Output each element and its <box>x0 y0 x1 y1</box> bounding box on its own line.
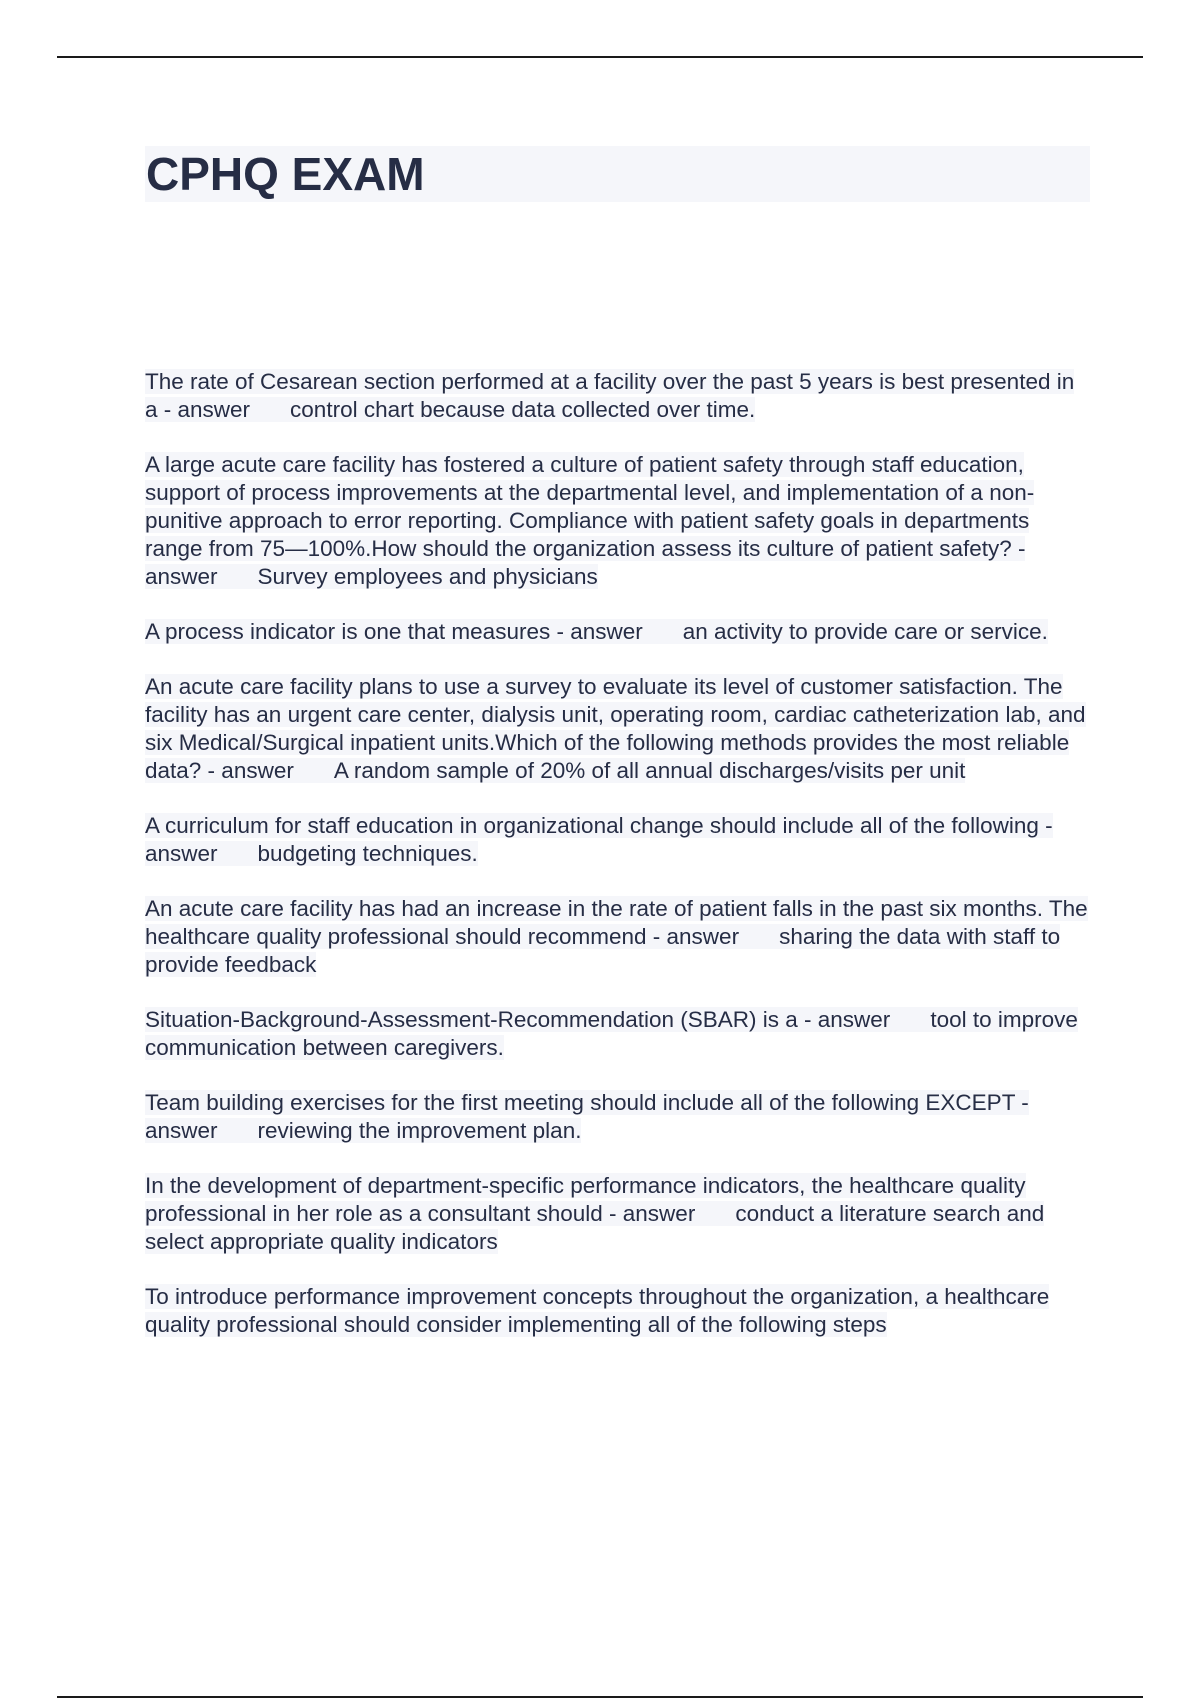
qa-entry <box>145 618 1090 646</box>
answer-text: Survey employees and physicians <box>257 564 598 589</box>
question-text: The rate of Cesarean section performed at a facility over the past 5 years is best presented in a - answer <box>145 369 1075 422</box>
question-text: A curriculum for staff education in organizational change should include all of the following - answer <box>145 813 1053 866</box>
header-rule <box>57 56 1143 58</box>
qa-entry <box>145 368 1090 424</box>
qa-entry <box>145 895 1090 979</box>
question-text: Situation-Background-Assessment-Recommendation (SBAR) is a - answer <box>145 1007 891 1032</box>
question-text: An acute care facility plans to use a survey to evaluate its level of customer satisfaction. The facility has an urgent care center, dialysis unit, operating room, cardiac catheterization lab, and six Medical/Surgical inpatient units.Which of the following methods provides the most reliable data? - answer <box>145 674 1086 783</box>
question-text: Team building exercises for the first meeting should include all of the following EXCEPT - answer <box>145 1090 1029 1143</box>
question-text: An acute care facility has had an increase in the rate of patient falls in the past six months. The healthcare quality professional should recommend - answer <box>145 896 1088 949</box>
question-text: In the development of department-specific performance indicators, the healthcare quality professional in her role as a consultant should - answer <box>145 1173 1026 1226</box>
page-title: CPHQ EXAM <box>146 148 425 200</box>
qa-entry <box>145 812 1090 868</box>
question-text: A process indicator is one that measures - answer <box>145 619 643 644</box>
footer-rule <box>57 1696 1143 1698</box>
qa-entry <box>145 451 1090 591</box>
answer-text: A random sample of 20% of all annual discharges/visits per unit <box>333 758 966 783</box>
qa-list <box>145 368 1090 1366</box>
qa-entry <box>145 1006 1090 1062</box>
answer-text: sharing the data with staff to provide feedback <box>145 924 1061 977</box>
answer-text: reviewing the improvement plan. <box>257 1118 582 1143</box>
question-text: A large acute care facility has fostered a culture of patient safety through staff education, support of process improvements at the departmental level, and implementation of a non-punitive approach to error reporting. Compliance with patient safety goals in departments range from 75—100%.How should the organization assess its culture of patient safety? - answer <box>145 452 1035 589</box>
answer-text: tool to improve communication between caregivers. <box>145 1007 1078 1060</box>
answer-text: control chart because data collected over time. <box>290 397 756 422</box>
question-text: To introduce performance improvement concepts throughout the organization, a healthcare quality professional should consider implementing all of the following steps <box>145 1284 1050 1337</box>
answer-text: conduct a literature search and select appropriate quality indicators <box>145 1201 1045 1254</box>
qa-entry <box>145 1283 1090 1339</box>
qa-entry <box>145 1089 1090 1145</box>
qa-entry <box>145 1172 1090 1256</box>
answer-text: budgeting techniques. <box>257 841 478 866</box>
qa-entry <box>145 673 1090 785</box>
answer-text: an activity to provide care or service. <box>682 619 1048 644</box>
